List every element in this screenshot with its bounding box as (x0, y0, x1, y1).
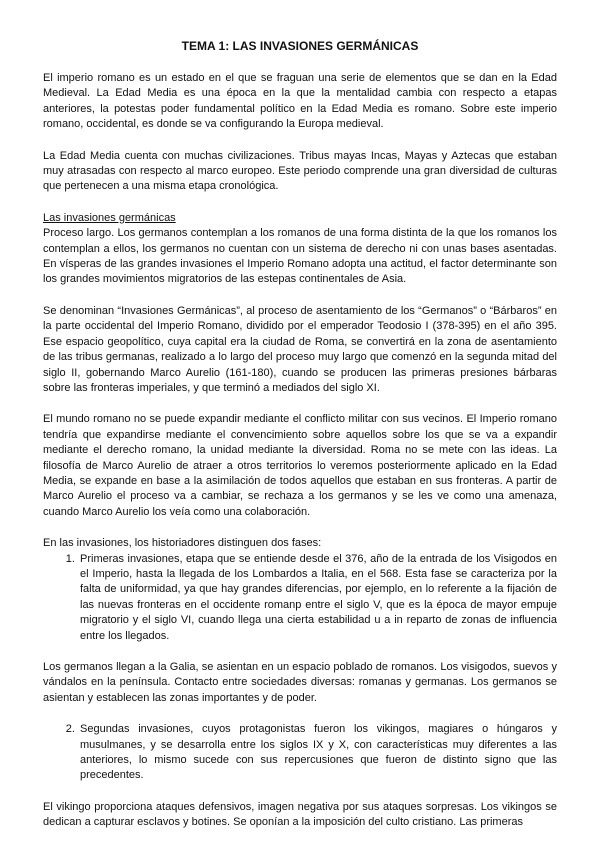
paragraph-definicion-invasiones: Se denominan “Invasiones Germánicas”, al proceso de asentamiento de los “Germanos” o “Bárbaros” en la parte occidental del Imperio Romano, dividido por el emperador Teodosio I (378-395) en el año 395. Ese espacio geopolítico, cuya capital era la ciudad de Roma, se convertirá en la zona de asentamiento de las tribus germanas, realizado a lo largo del proceso muy largo que comenzó en la segunda mitad del siglo II, gobernando Marco Aurelio (161-180), cuando se producen las primeras presiones bárbaras sobre las fronteras imperiales, y que terminó a mediados del siglo XI. (43, 304, 557, 394)
phases-list-first (43, 552, 557, 644)
phases-list-second (43, 722, 557, 784)
paragraph-mundo-romano: El mundo romano no se puede expandir mediante el conflicto militar con sus vecinos. El Imperio romano tendría que expandirse mediante el convencimiento sobre aquellos sobre los que se va a expandir mediante el derecho romano, la unidad mediante la diversidad. Roma no se mete con las ideas. La filosofía de Marco Aurelio de atraer a otros territorios lo veremos posteriormente aplicado en la Edad Media, se expande en base a la asimilación de todos aquellos que estaban en sus fronteras. A partir de Marco Aurelio el proceso va a cambiar, se rechaza a los germanos y se les ve como una amenaza, cuando Marco Aurelio los veía como una colaboración. (43, 413, 557, 518)
paragraph-civilizaciones: La Edad Media cuenta con muchas civilizaciones. Tribus mayas Incas, Mayas y Aztecas que estaban muy atrasadas con respecto al marco europeo. Este periodo comprende una gran diversidad de culturas que pertenecen a una misma etapa cronológica. (43, 149, 557, 193)
paragraph-proceso-largo: Proceso largo. Los germanos contemplan a los romanos de una forma distinta de la que los romanos los contemplan a ellos, los germanos no cuentan con un sistema de derecho ni con unas bases asentadas. En vísperas de las grandes invasiones el Imperio Romano adopta una actitud, el factor determinante son los grandes movimientos migratorios de las estepas continentales de Asia. (43, 227, 557, 286)
paragraph-galia: Los germanos llegan a la Galia, se asientan en un espacio poblado de romanos. Los visigodos, suevos y vándalos en la península. Contacto entre sociedades diversas: romanas y germanas. Los germanos se asientan y establecen las zonas importantes y de poder. (43, 661, 557, 704)
paragraph-vikingos: El vikingo proporciona ataques defensivos, imagen negativa por sus ataques sorpresas. Los vikingos se dedican a capturar esclavos y botines. Se oponían a la imposición del culto cristiano. Las primeras (43, 800, 557, 829)
list-item-segundas-invasiones: 2. Segundas invasiones, cuyos protagonistas fueron los vikingos, magiares o húngaros y musulmanes, y se desarrolla entre los siglos IX y X, con características muy diferentes a las anteriores, lo mismo sucede con sus repercusiones que fueron de distinto signo que las precedentes. (78, 722, 557, 784)
list-item-primeras-invasiones: 1. Primeras invasiones, etapa que se entiende desde el 376, año de la entrada de los Visigodos en el Imperio, hasta la llegada de los Lombardos a Italia, en el 568. Esta fase se caracteriza por la falta de uniformidad, ya que hay grandes diferencias, por ejemplo, en lo referente a la fijación de las nuevas fronteras en el occidente romanp entre el siglo V, que es la época de mayor empuje migratorio y el siglo VI, cuando llega una cierta estabilidad u a in reparto de zonas de influencia entre los llegados. (78, 552, 557, 644)
document-page (43, 38, 557, 847)
paragraph-imperio-romano: El imperio romano es un estado en el que se fraguan una serie de elementos que se dan en la Edad Medieval. La Edad Media es una época en la que la mentalidad cambia con respecto a etapas anteriores, la potestas poder fundamental político en la Edad Media es romano. Sobre este imperio romano, occidental, es donde se va configurando la Europa medieval. (43, 72, 557, 131)
section-heading-invasiones: Las invasiones germánicas (43, 211, 176, 224)
paragraph-dos-fases: En las invasiones, los historiadores distinguen dos fases: (43, 537, 322, 550)
document-title: TEMA 1: LAS INVASIONES GERMÁNICAS (181, 39, 419, 53)
